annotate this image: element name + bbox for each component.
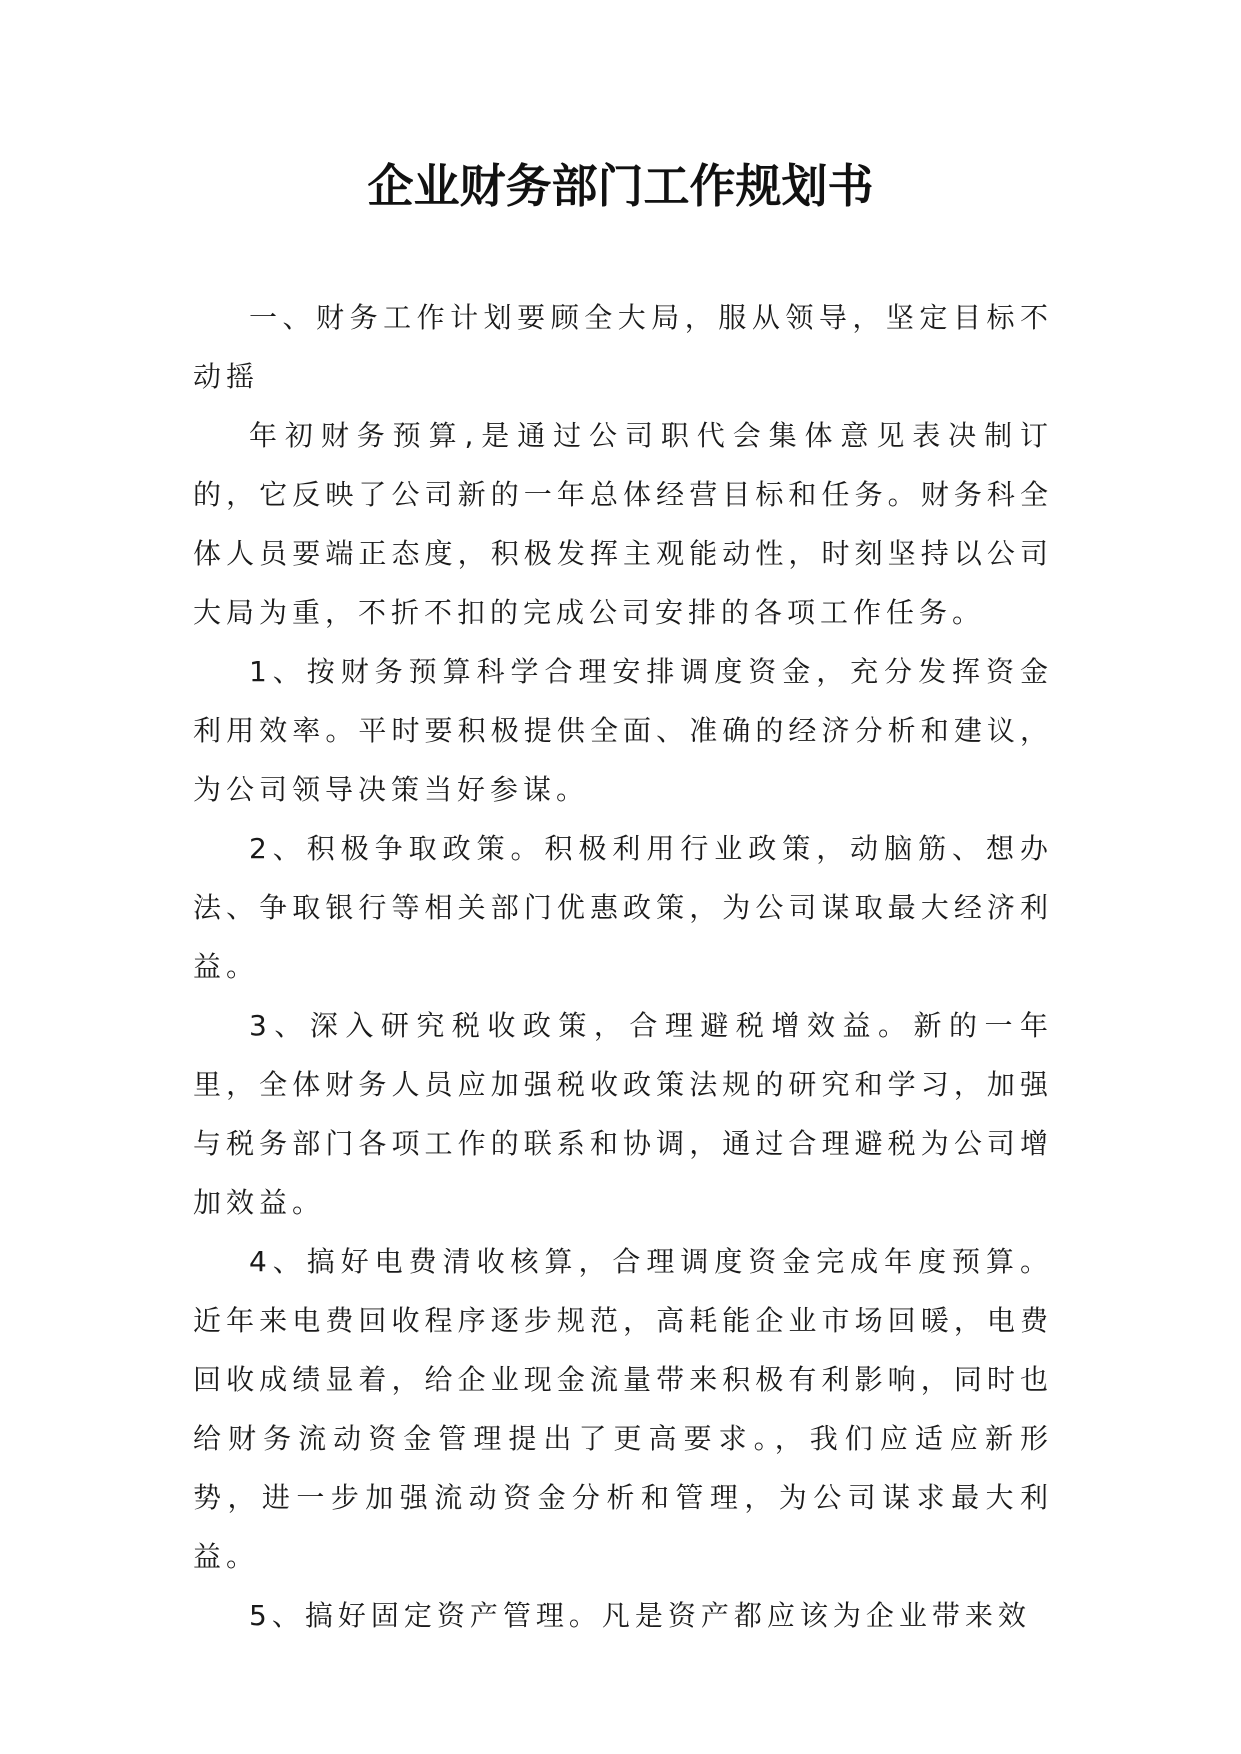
paragraph: 3、深入研究税收政策，合理避税增效益。新的一年里，全体财务人员应加强税收政策法规的研究和学习，加强与税务部门各项工作的联系和协调，通过合理避税为公司增加效益。 — [193, 1009, 1053, 1219]
paragraph: 5、搞好固定资产管理。凡是资产都应该为企业带来效 — [249, 1599, 1031, 1632]
paragraph: 2、积极争取政策。积极利用行业政策，动脑筋、想办法、争取银行等相关部门优惠政策，为公司谋取最大经济利益。 — [193, 832, 1053, 983]
paragraph: 4、搞好电费清收核算，合理调度资金完成年度预算。近年来电费回收程序逐步规范，高耗能企业市场回暖，电费回收成绩显着，给企业现金流量带来积极有利影响，同时也给财务流动资金管理提出了更高要求。，我们应适应新形势，进一步加强流动资金分析和管理，为公司谋求最大利益。 — [193, 1245, 1053, 1573]
paragraph: 1、按财务预算科学合理安排调度资金，充分发挥资金利用效率。平时要积极提供全面、准确的经济分析和建议，为公司领导决策当好参谋。 — [193, 655, 1053, 806]
document-title: 企业财务部门工作规划书 — [367, 159, 874, 213]
document-body — [193, 288, 1053, 1645]
section-heading: 一、财务工作计划要顾全大局，服从领导，坚定目标不动摇 — [193, 301, 1053, 393]
paragraph: 年初财务预算,是通过公司职代会集体意见表决制订的，它反映了公司新的一年总体经营目标和任务。财务科全体人员要端正态度，积极发挥主观能动性，时刻坚持以公司大局为重，不折不扣的完成公司安排的各项工作任务。 — [193, 419, 1053, 629]
